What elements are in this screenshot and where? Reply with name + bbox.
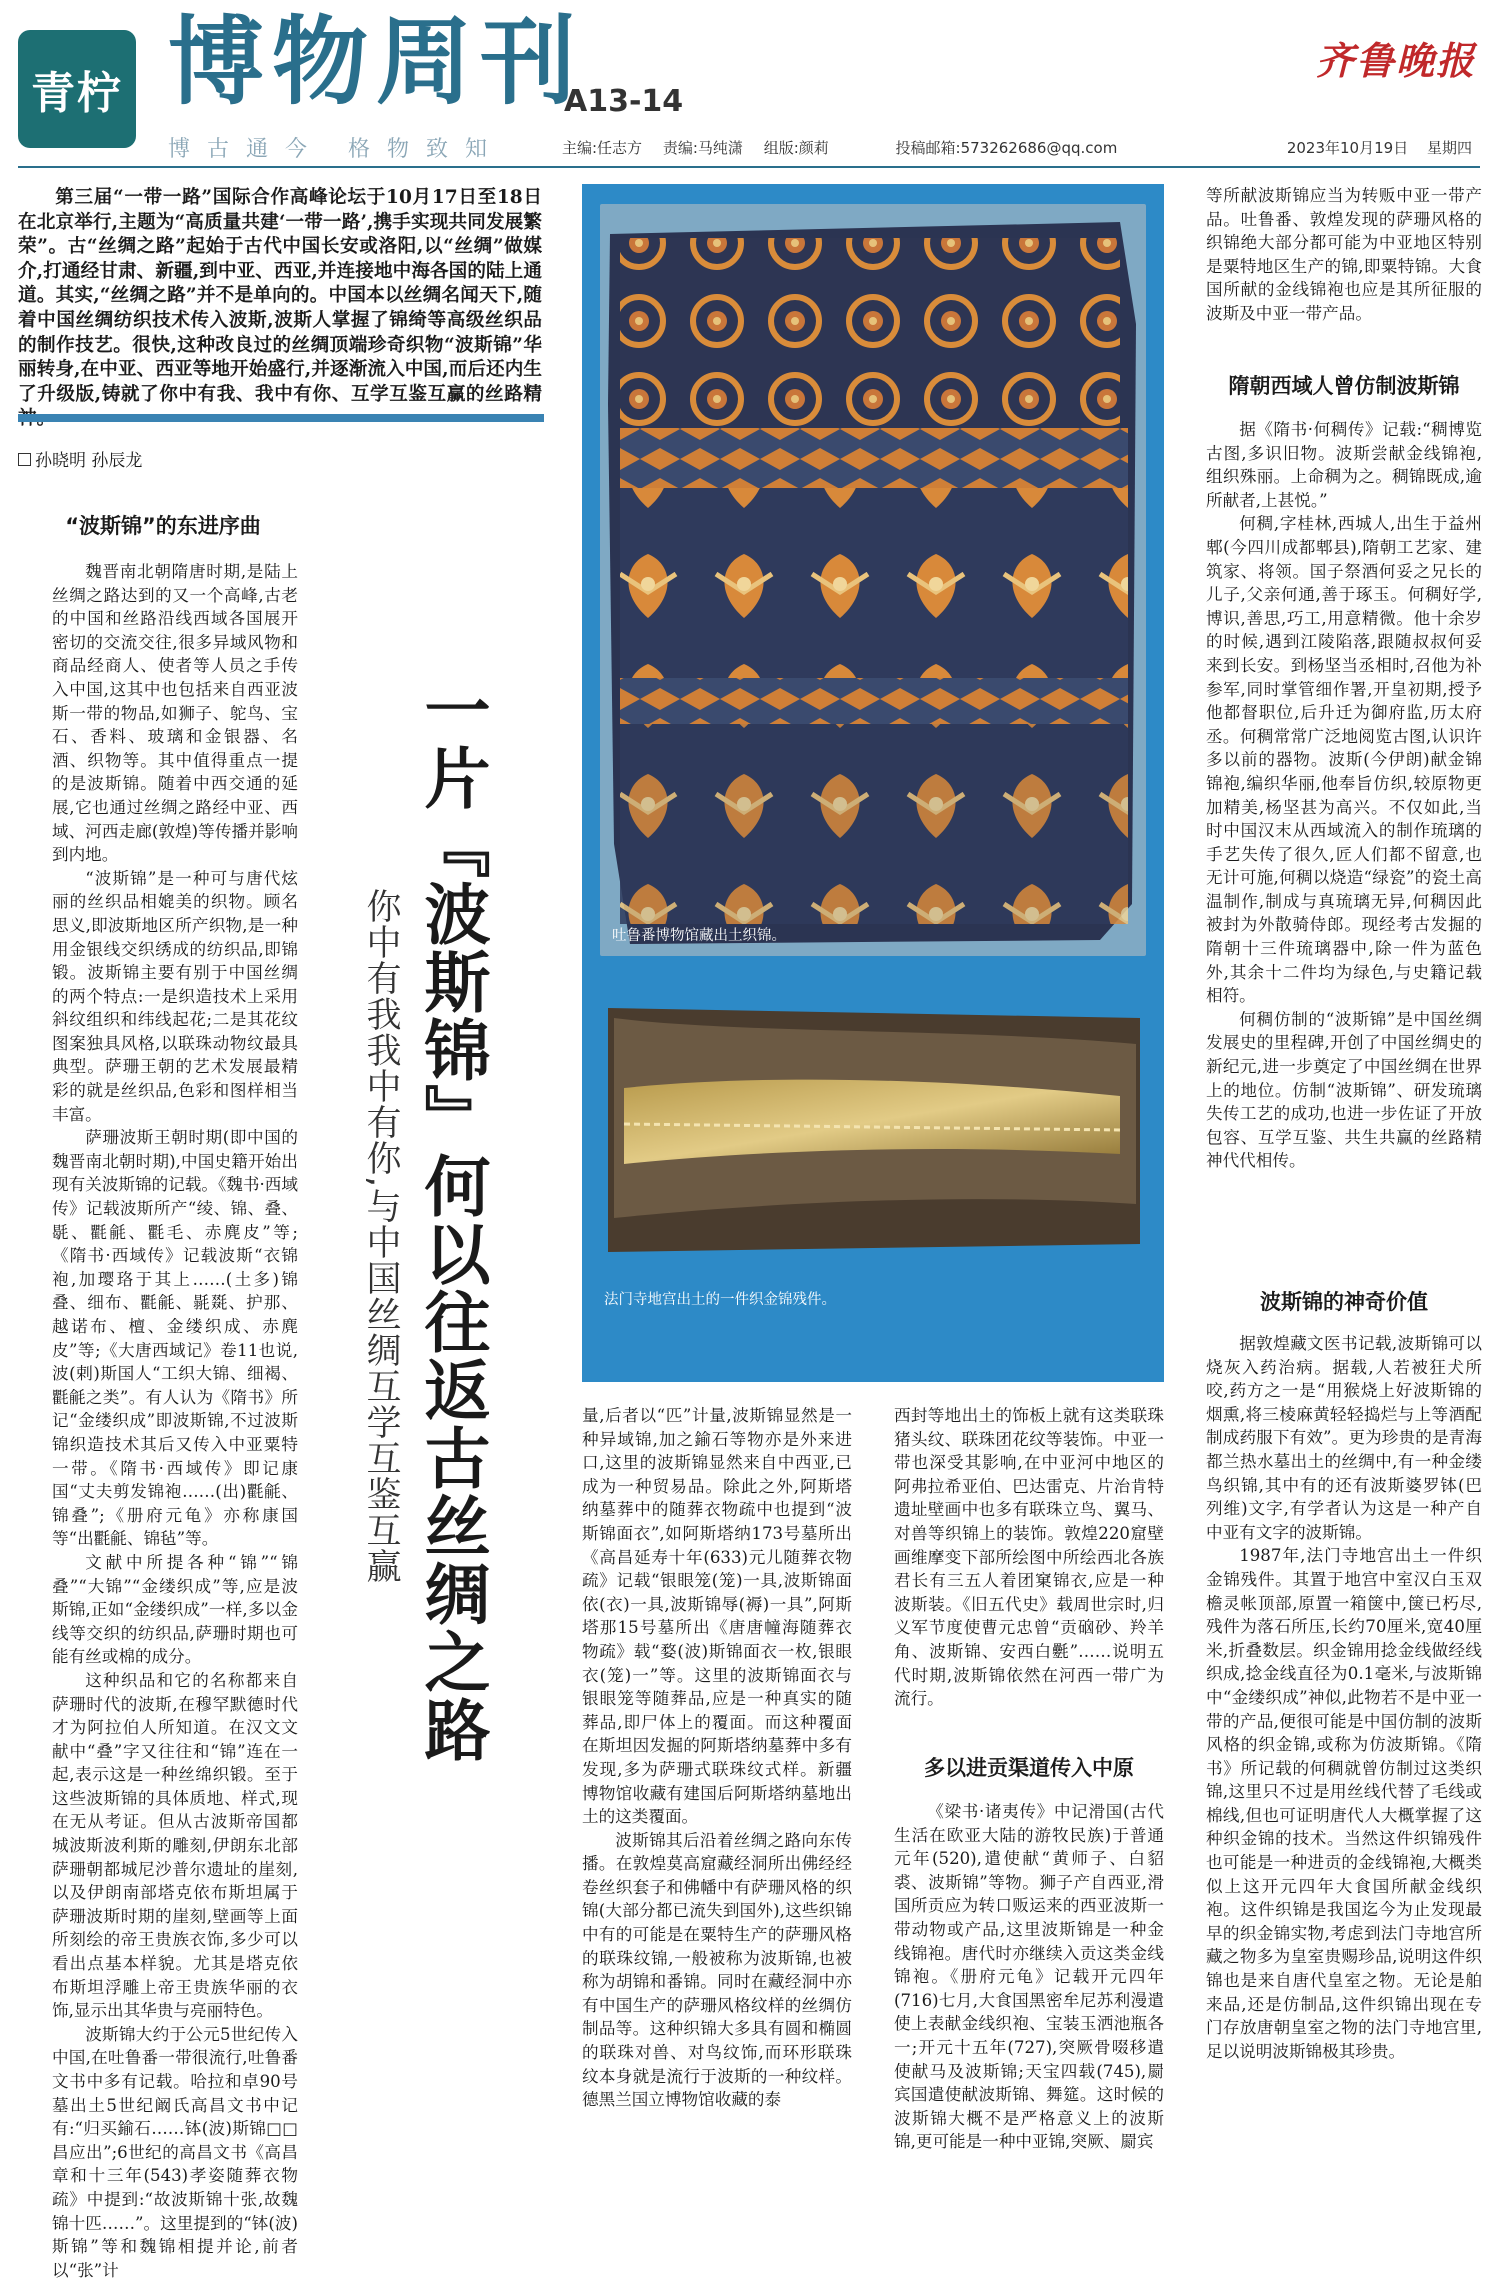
headline: 一片『波斯锦』何以往返古丝绸之路 [413,676,490,1764]
lead-paragraph: 第三届“一带一路”国际合作高峰论坛于10月17日至18日在北京举行,主题为“高质量共建‘一带一路’,携手实现共同发展繁荣”。古“丝绸之路”起始于古代中国长安或洛阳,以“丝绸”做媒介,打通经甘肃、新疆,到中亚、西亚,并连接地中海各国的陆上通道。其实,“丝绸之路”并不是单向的。中国本以丝绸名闻天下,随着中国丝绸纺织技术传入波斯,波斯人掌握了锦绮等高级丝织品的制作技艺。很快,这种改良过的丝绸顶端珍奇织物“波斯锦”华丽转身,在中亚、西亚等地开始盛行,并逐渐流入中国,而后还内生了升级版,铸就了你中有我、我中有你、互学互鉴互赢的丝路精 [18,187,542,405]
byline [18,446,142,471]
paragraph: 据敦煌藏文医书记载,波斯锦可以烧灰入药治病。据载,人若被狂犬所咬,药方之一是“用猴烧上好波斯锦的烟熏,将三棱麻黄轻轻捣烂与上等酒配制成药服下有效”。更为珍贵的是青海都兰热水墓出土的丝绸中,有一种金缕鸟织锦,其中有的还有波斯婆罗钵(巴列维)文字,有学者认为这是一种产自中亚有文字的波斯锦。 [1206,1334,1482,1542]
motto: 博古通今 格物致知 [168,137,504,162]
editor-info [562,137,1133,158]
weekday: 星期四 [1426,139,1472,157]
column-1 [52,560,298,2282]
responsible-editor: 责编:马纯潇 [662,139,743,157]
page-title: 博物周刊 [168,6,584,118]
paragraph: “波斯锦”是一种可与唐代炫丽的丝织品相媲美的织物。顾名思义,即波斯地区所产织物,是一种用金银线交织绣成的纺织品,即锦锻。波斯锦主要有别于中国丝绸的两个特点:一是织造技术上采用斜纹组织和纬线起花;二是其花纹图案独具风格,以联珠动物纹最具典型。萨珊王朝的艺术发展最精彩的就是丝织品,色彩和图样相当丰富。 [52,868,298,1124]
paragraph: 据《隋书·何稠传》记载:“稠博览古图,多识旧物。波斯尝献金线锦袍,组织殊丽。上命稠为之。稠锦既成,逾所献者,上甚悦。” [1206,420,1482,510]
column-3-continued [894,1800,1164,2154]
newspaper-brand: 齐鲁晚报 [1315,38,1476,83]
paragraph: 魏晋南北朝隋唐时期,是陆上丝绸之路达到的又一个高峰,古老的中国和丝路沿线西域各国展开密切的交流交往,很多异域风物和商品经商人、使者等人员之手传入中国,这其中也包括来自西亚波斯一带的物品,如狮子、鸵鸟、宝石、香料、玻璃和金银器、名酒、织物等。其中值得重点一提的是波斯锦。随着中西交通的延展,它也通过丝绸之路经中亚、西域、河西走廊(敦煌)等传播并影响到内地。 [52,562,298,865]
submission-email: 投稿邮箱:573262686@qq.com [895,139,1118,157]
paragraph: 西封等地出土的饰板上就有这类联珠猪头纹、联珠团花纹等装饰。中亚一带也深受其影响,在中亚河中地区的阿弗拉希亚伯、巴达雷克、片治肯特遗址壁画中也多有联珠立鸟、翼马、对兽等织锦上的装饰。敦煌220窟壁画维摩变下部所绘图中所绘西北各族君长有三五人着团窠锦衣,应是一种波斯装。《旧五代史》载周世宗时,归义军节度使曹元忠曾“贡硇砂、羚羊角、波斯锦、安西白氎”……说明五代时期,波斯锦依然在河西一带广为流行。 [894,1406,1164,1709]
photo-caption-1: 吐鲁番博物馆藏出土织锦。 [612,928,786,944]
authors: 孙晓明 孙辰龙 [35,451,143,471]
section-heading-5: 波斯锦的神奇价值 [1260,1290,1428,1314]
page-number: A13-14 [564,84,684,119]
editor: 主编:任志方 [562,139,643,157]
paragraph: 1987年,法门寺地宫出土一件织金锦残件。其置于地宫中室汉白玉双檐灵帐顶部,原置一箱箧中,箧已朽尽,残件为落石所压,长约70厘米,宽40厘米,折叠数层。织金锦用捻金线做经线织成,捻金线直径为0.1毫米,与波斯锦中“金缕织成”神似,此物若不是中亚一带的产品,便很可能是中国仿制的波斯风格的织金锦,或称为仿波斯锦。《隋书》所记载的何稠就曾仿制过这类织锦,这里只不过是用丝线代替了毛线或棉线,但也可证明唐代人大概掌握了这种织金锦的技术。当然这件织锦残件也可能是一种进贡的金线锦袍,大概类似上这开元四年大食国所献金线织袍。这件织锦是我国迄今为止发现最早的织金锦实物,考虑到法门寺地宫所藏之物多为皇室贵赐珍品,说明这件织锦也是来自唐代皇室之物。无论是舶来品,还是仿制品,这件织锦出现在专门存放唐朝皇室之物的法门寺地宫里,足以说明波斯锦极其珍贵。 [1206,1546,1482,2061]
section-heading-4: 隋朝西域人曾仿制波斯锦 [1228,374,1460,398]
brocade-photo [600,204,1146,956]
column-4-bottom [1206,1332,1482,2063]
byline-box-icon [18,453,31,466]
paragraph: 《梁书·诸夷传》中记滑国(古代生活在欧亚大陆的游牧民族)于普通元年(520),遣使献“黄师子、白貂裘、波斯锦”等物。狮子产自西亚,滑国所贡应为转口贩运来的西亚波斯一带动物或产品,这里波斯锦是一种金线锦袍。唐代时亦继续入贡这类金线锦袍。《册府元龟》记载开元四年(716)七月,大食国黑密牟尼苏利漫遣使上表献金线织袍、宝装玉洒池瓶各一;开元十五年(727),突厥骨啜移遣使献马及波斯锦;天宝四载(745),罽宾国遣使献波斯锦、舞筵。这时候的波斯锦大概不是严格意义上的波斯锦,更可能是一种中亚锦,突厥、罽宾 [894,1802,1164,2152]
paragraph: 文献中所提各种“锦”“锦叠”“大锦”“金缕织成”等,应是波斯锦,正如“金缕织成”一样,多以金线等交织的纺织品,萨珊时期也可能有丝或棉的成分。 [52,1552,298,1667]
layout-editor: 组版:颜莉 [763,139,829,157]
subheadline: 你中有我我中有你,与中国丝绸互学互鉴互赢 [361,888,401,1585]
section-heading-1: “波斯锦”的东进序曲 [65,514,261,538]
gold-brocade-photo [600,1004,1146,1320]
paragraph: 等所献波斯锦应当为转贩中亚一带产品。吐鲁番、敦煌发现的萨珊风格的织锦绝大部分都可能为中亚地区特别是粟特地区生产的锦,即粟特锦。大食国所献的金线锦袍也应是其所征服的波斯及中亚一带产品。 [1206,186,1482,323]
paragraph: 量,后者以“匹”计量,波斯锦显然是一种异域锦,加之鍮石等物亦是外来进口,这里的波斯锦显然来自中西亚,已成为一种贸易品。除此之外,阿斯塔纳墓葬中的随葬衣物疏中也提到“波斯锦面衣”,如阿斯塔纳173号墓所出《高昌延寿十年(633)元儿随葬衣物疏》记载“银眼笼(笼)一具,波斯锦面依(衣)一具,波斯锦辱(褥)一具”,阿斯塔那15号墓所出《唐唐幢海随葬衣物疏》载“婺(波)斯锦面衣一枚,银眼衣(笼)一”等。这里的波斯锦面衣与银眼笼等随葬品,应是一种真实的随葬品,即尸体上的覆面。而这种覆面在斯坦因发掘的阿斯塔纳墓葬中多有发现,多为萨珊式联珠纹式样。新疆博物馆收藏有建国后阿斯塔纳墓地出土的这类覆面。 [582,1406,852,1827]
masthead-divider [18,166,1480,168]
logo: 青柠 [18,30,136,148]
paragraph: 何稠,字桂林,西城人,出生于益州郫(今四川成都郫县),隋朝工艺家、建筑家、将领。国子祭酒何妥之兄长的儿子,父亲何通,善于琢玉。何稠好学,博识,善思,巧工,用意精微。他十余岁的时候,遇到江陵陷落,跟随叔叔何妥来到长安。到杨坚当丞相时,召他为补参军,同时掌管细作署,开皇初期,授予他都督职位,后升迁为御府监,历太府丞。何稠常常广泛地阅览古图,认识许多以前的器物。波斯(今伊朗)献金锦锦袍,编织华丽,他奉旨仿织,较原物更加精美,杨坚甚为高兴。不仅如此,当时中国汉末从西域流入的制作琉璃的手艺失传了很久,匠人们都不留意,也无计可施,何稠以烧造“绿瓷”的瓷土高温制作,制成与真琉璃无异,何稠因此被封为外散骑侍郎。现经考古发掘的隋朝十三件琉璃器中,除一件为蓝色外,其余十二件均为绿色,与史籍记载相符。 [1206,514,1482,1006]
column-3 [894,1404,1164,1711]
date: 2023年10月19日 [1286,139,1409,157]
paragraph: 何稠仿制的“波斯锦”是中国丝绸发展史的里程碑,开创了中国丝绸史的新纪元,进一步奠定了中国丝绸在世界上的地位。仿制“波斯锦”、研发琉璃失传工艺的成功,也进一步佐证了开放包容、互学互鉴、共生共赢的丝路精神代代相传。 [1206,1009,1482,1171]
paragraph: 波斯锦大约于公元5世纪传入中国,在吐鲁番一带很流行,吐鲁番文书中多有记载。哈拉和卓90号墓出土5世纪阚氏高昌文书中记有:“归买鍮石……钵(波)斯锦□□昌应出”;6世纪的高昌文书《高昌章和十三年(543)孝姿随葬衣物疏》中提到:“故波斯锦十张,故魏锦十匹……”。这里提到的“钵(波)斯锦”等和魏锦相提并论,前者以“张”计 [52,2024,298,2280]
issue-date [1273,137,1472,158]
column-4 [1206,184,1482,326]
paragraph: 萨珊波斯王朝时期(即中国的魏晋南北朝时期),中国史籍开始出现有关波斯锦的记载。《魏书·西域传》记载波斯所产“绫、锦、叠、毼、氍毹、氍毛、赤麂皮”等;《隋书·西域传》记载波斯“衣锦袍,加璎珞于其上……(土多)锦叠、细布、氍毹、毾毲、护那、越诺布、檀、金缕织成、赤麂皮”等;《大唐西域记》卷11也说,波(剌)斯国人“工织大锦、细褐、氍毹之类”。有人认为《隋书》所记“金缕织成”即波斯锦,不过波斯锦织造技术其后又传入中亚粟特一带。《隋书·西域传》即记康国“丈夫剪发锦袍……(出)氍毹、锦叠”;《册府元龟》亦称康国等“出氍毹、锦毡”等。 [52,1128,298,1549]
column-4-middle [1206,418,1482,1173]
paragraph: 这种织品和它的名称都来自萨珊时代的波斯,在穆罕默德时代才为阿拉伯人所知道。在汉文文献中“叠”字又往往和“锦”连在一起,表示这是一种丝绵织锻。至于这些波斯锦的具体质地、样式,现在无从考证。但从古波斯帝国都城波斯波利斯的雕刻,伊朗东北部萨珊朝都城尼沙普尔遗址的崖刻,以及伊朗南部塔克依布斯坦属于萨珊波斯时期的崖刻,壁画等上面所刻绘的帝王贵族衣饰,多少可以看出点基本样貌。尤其是塔克依布斯坦浮雕上帝王贵族华丽的衣饰,显示出其华贵与亮丽特色。 [52,1670,298,2021]
lead-divider [18,414,544,422]
photo-caption-2: 法门寺地宫出土的一件织金锦残件。 [604,1292,836,1308]
column-2 [582,1404,852,2112]
section-heading-3: 多以进贡渠道传入中原 [924,1756,1134,1780]
paragraph: 波斯锦其后沿着丝绸之路向东传播。在敦煌莫高窟藏经洞所出佛经经卷丝织套子和佛幡中有萨珊风格的织锦(大部分都已流失到国外),这些织锦中有的可能是在粟特生产的萨珊风格的联珠纹锦,一般被称为波斯锦,也被称为胡锦和番锦。同时在藏经洞中亦有中国生产的萨珊风格纹样的丝绸仿制品等。这种织锦大多具有圆和椭圆的联珠对兽、对鸟纹饰,而环形联珠纹本身就是流行于波斯的一种纹样。德黑兰国立博物馆收藏的泰 [582,1830,852,2110]
